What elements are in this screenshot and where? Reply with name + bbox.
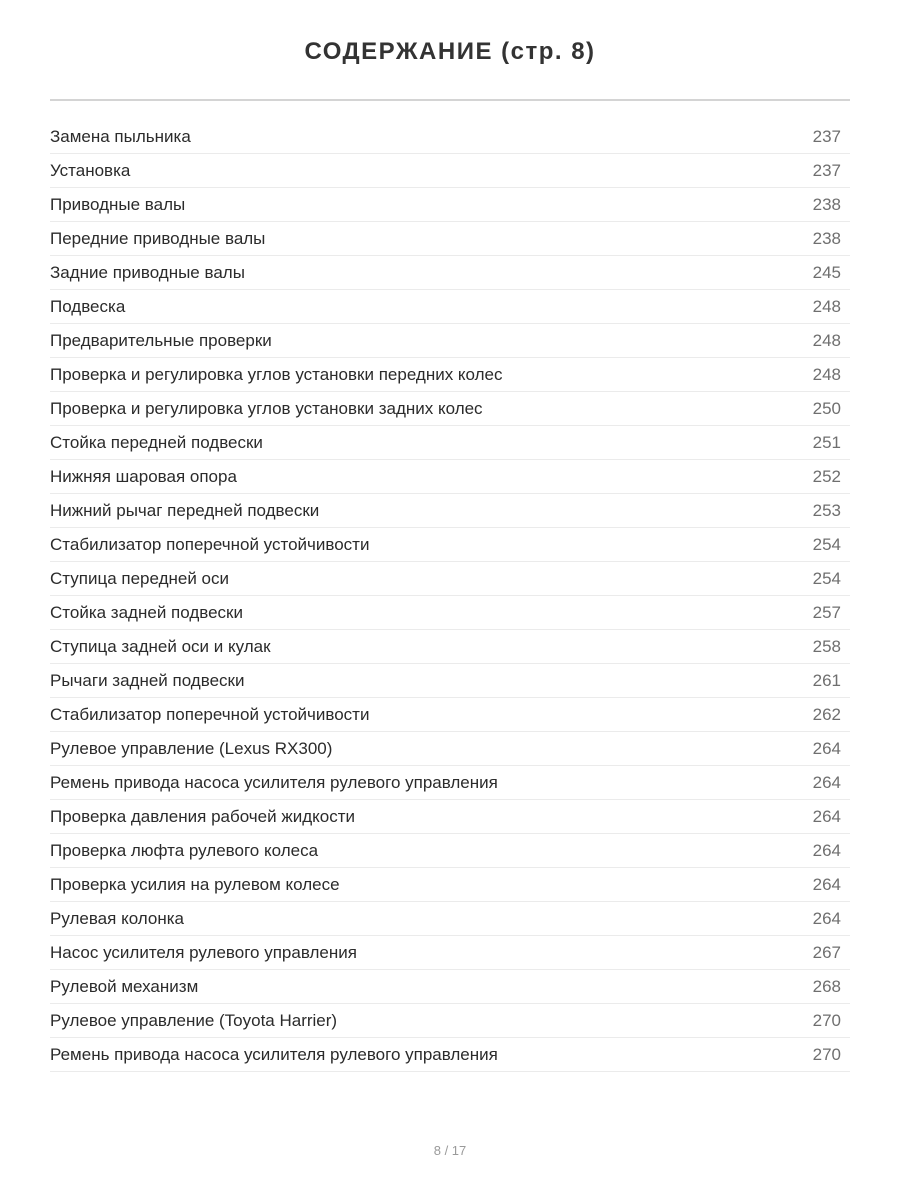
toc-entry-page-number: 248 (812, 364, 841, 384)
toc-entry-title[interactable]: Замена пыльника (50, 126, 191, 146)
toc-entry-title[interactable]: Насос усилителя рулевого управления (50, 942, 357, 962)
toc-entry-title[interactable]: Ступица передней оси (50, 568, 229, 588)
toc-entry[interactable] (50, 970, 850, 1004)
toc-entry-title[interactable]: Установка (50, 160, 131, 180)
toc-entry-title[interactable]: Проверка усилия на рулевом колесе (50, 874, 340, 894)
toc-entry-title[interactable]: Стабилизатор поперечной устойчивости (50, 704, 370, 724)
toc-entry[interactable] (50, 1038, 850, 1072)
toc-entry[interactable] (50, 1004, 850, 1038)
toc-entry[interactable] (50, 868, 850, 902)
toc-entry-page-number: 264 (812, 806, 841, 826)
toc-entry-title[interactable]: Проверка и регулировка углов установки задних колес (50, 398, 483, 418)
toc-entry-page-number: 262 (812, 704, 841, 724)
toc-entry-page-number: 267 (812, 942, 841, 962)
toc-entry-page-number: 264 (812, 738, 841, 758)
toc-entry-title[interactable]: Передние приводные валы (50, 228, 266, 248)
toc-entry[interactable] (50, 732, 850, 766)
toc-entry-page-number: 252 (812, 466, 841, 486)
toc-entry-title[interactable]: Нижняя шаровая опора (50, 466, 237, 486)
toc-entry-page-number: 245 (812, 262, 841, 282)
toc-entry-page-number: 238 (812, 228, 841, 248)
page-title: СОДЕРЖАНИЕ (стр. 8) (304, 38, 596, 65)
toc-entry-title[interactable]: Ремень привода насоса усилителя рулевого управления (50, 1044, 498, 1064)
toc-entry[interactable] (50, 596, 850, 630)
toc-entry-title[interactable]: Предварительные проверки (50, 330, 272, 350)
toc-entry-title[interactable]: Стойка задней подвески (50, 602, 243, 622)
toc-entry[interactable] (50, 460, 850, 494)
toc-entry-page-number: 254 (812, 534, 841, 554)
toc-entry-title[interactable]: Ступица задней оси и кулак (50, 636, 271, 656)
toc-entry-page-number: 237 (812, 126, 841, 146)
toc-entry[interactable] (50, 902, 850, 936)
toc-entry[interactable] (50, 290, 850, 324)
toc-entry-title[interactable]: Подвеска (50, 296, 126, 316)
toc-entry-title[interactable]: Рулевое управление (Lexus RX300) (50, 738, 333, 758)
toc-entry-page-number: 264 (812, 874, 841, 894)
toc-entry[interactable] (50, 358, 850, 392)
toc-entry-page-number: 250 (812, 398, 841, 418)
toc-entry-page-number: 237 (812, 160, 841, 180)
toc-entry-title[interactable]: Рычаги задней подвески (50, 670, 245, 690)
toc-entry[interactable] (50, 426, 850, 460)
toc-entry-page-number: 258 (812, 636, 841, 656)
toc-entry-title[interactable]: Стабилизатор поперечной устойчивости (50, 534, 370, 554)
toc-entry-title[interactable]: Стойка передней подвески (50, 432, 263, 452)
toc-entry-title[interactable]: Рулевой механизм (50, 976, 199, 996)
toc-entry-title[interactable]: Приводные валы (50, 194, 186, 214)
toc-entry-page-number: 248 (812, 296, 841, 316)
toc-entry[interactable] (50, 256, 850, 290)
toc-list (50, 120, 850, 1072)
toc-entry[interactable] (50, 188, 850, 222)
toc-entry[interactable] (50, 562, 850, 596)
toc-entry-page-number: 257 (812, 602, 841, 622)
toc-entry-page-number: 248 (812, 330, 841, 350)
page-number: 8 / 17 (433, 1143, 467, 1158)
toc-entry-title[interactable]: Проверка люфта рулевого колеса (50, 840, 319, 860)
toc-entry-page-number: 270 (812, 1010, 841, 1030)
toc-entry-title[interactable]: Задние приводные валы (50, 262, 245, 282)
toc-entry-title[interactable]: Рулевое управление (Toyota Harrier) (50, 1010, 338, 1030)
toc-entry-title[interactable]: Проверка давления рабочей жидкости (50, 806, 355, 826)
toc-entry-page-number: 264 (812, 908, 841, 928)
toc-entry[interactable] (50, 154, 850, 188)
toc-entry[interactable] (50, 324, 850, 358)
toc-entry-page-number: 261 (812, 670, 841, 690)
toc-entry[interactable] (50, 800, 850, 834)
toc-entry[interactable] (50, 528, 850, 562)
toc-entry[interactable] (50, 936, 850, 970)
toc-entry[interactable] (50, 222, 850, 256)
toc-entry[interactable] (50, 392, 850, 426)
toc-entry[interactable] (50, 698, 850, 732)
toc-entry[interactable] (50, 766, 850, 800)
toc-entry[interactable] (50, 834, 850, 868)
toc-entry-title[interactable]: Ремень привода насоса усилителя рулевого управления (50, 772, 498, 792)
toc-entry[interactable] (50, 120, 850, 154)
title-divider (50, 99, 850, 101)
toc-entry[interactable] (50, 630, 850, 664)
toc-entry-page-number: 264 (812, 772, 841, 792)
toc-entry-page-number: 270 (812, 1044, 841, 1064)
toc-entry-page-number: 251 (812, 432, 841, 452)
toc-entry-title[interactable]: Проверка и регулировка углов установки передних колес (50, 364, 503, 384)
toc-entry-title[interactable]: Рулевая колонка (50, 908, 184, 928)
toc-entry-page-number: 238 (812, 194, 841, 214)
toc-entry-page-number: 264 (812, 840, 841, 860)
toc-entry-page-number: 253 (812, 500, 841, 520)
toc-entry-title[interactable]: Нижний рычаг передней подвески (50, 500, 320, 520)
toc-entry-page-number: 268 (812, 976, 841, 996)
toc-entry-page-number: 254 (812, 568, 841, 588)
toc-entry[interactable] (50, 494, 850, 528)
toc-entry[interactable] (50, 664, 850, 698)
